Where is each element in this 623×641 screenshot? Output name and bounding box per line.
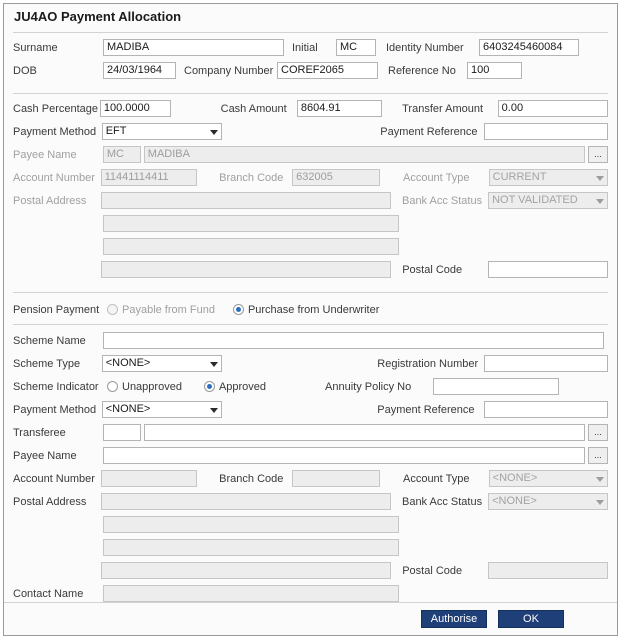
cash-account-type-select[interactable] [489,169,608,186]
scheme-type-select[interactable] [102,355,223,372]
payable-from-fund-radio[interactable] [107,304,215,316]
purchase-from-underwriter-radio[interactable] [233,304,379,316]
scheme-type-label: Scheme Type [13,357,81,370]
pension-postal-address-line-4[interactable] [101,562,391,579]
payable-from-fund-label: Payable from Fund [122,303,215,316]
cash-postal-address-line-1[interactable] [101,192,391,209]
cash-postal-address-line-4[interactable] [101,261,391,278]
pension-postal-address-line-2[interactable] [103,516,399,533]
pension-row-postal-3 [13,539,608,556]
cash-amount-label: Cash Amount [220,102,287,115]
unapproved-label: Unapproved [122,380,182,393]
surname-field[interactable]: MADIBA [103,39,284,56]
scheme-name-field[interactable] [103,332,604,349]
divider-pension-top [13,324,608,325]
pension-row-payee-name [13,447,608,464]
annuity-policy-no-label: Annuity Policy No [325,380,412,393]
authorise-button[interactable]: Authorise [421,610,487,628]
chevron-down-icon [210,408,218,413]
pension-row-transferee [13,424,608,441]
chevron-down-icon [210,362,218,367]
member-row-1 [13,39,608,56]
scheme-name-label: Scheme Name [13,334,86,347]
member-details-section [4,33,617,91]
pension-bank-acc-status-value: <NONE> [492,495,537,507]
pension-section [4,293,617,637]
radio-dot-icon [233,304,244,315]
cash-row-6 [13,215,608,232]
transfer-amount-field[interactable]: 0.00 [498,100,608,117]
cash-row-3 [13,146,608,163]
cash-bank-acc-status-label: Bank Acc Status [401,194,483,207]
pension-account-number-label: Account Number [13,472,95,485]
pension-row-payment-method [13,401,608,418]
radio-dot-icon [204,381,215,392]
transferee-label: Transferee [13,426,66,439]
company-number-label: Company Number [184,64,274,77]
scheme-indicator-label: Scheme Indicator [13,380,99,393]
cash-payee-name-label: Payee Name [13,148,77,161]
page-title: JU4AO Payment Allocation [14,9,182,24]
pension-payment-label: Pension Payment [13,303,100,316]
pension-postal-address-line-1[interactable] [101,493,391,510]
window-title-bar [4,4,617,30]
cash-postal-code-field[interactable] [488,261,608,278]
chevron-down-icon [596,500,604,505]
reference-no-label: Reference No [388,64,456,77]
pension-account-type-value: <NONE> [492,472,538,484]
pension-branch-code-field[interactable] [292,470,380,487]
pension-bank-acc-status-label: Bank Acc Status [401,495,483,508]
cash-percentage-label: Cash Percentage [13,102,98,115]
pension-row-scheme-indicator [13,378,608,395]
identity-number-field[interactable]: 6403245460084 [479,39,579,56]
pension-account-number-field[interactable] [101,470,198,487]
cash-payee-lookup-button[interactable]: ... [588,146,608,163]
pension-branch-code-label: Branch Code [219,472,284,485]
pension-postal-code-label: Postal Code [402,564,463,577]
pension-payment-method-label: Payment Method [13,403,97,416]
pension-payment-reference-label: Payment Reference [377,403,475,416]
approved-label: Approved [218,380,267,393]
pension-payment-reference-field[interactable] [484,401,608,418]
cash-section [4,94,617,290]
transferee-lookup-button[interactable]: ... [588,424,608,441]
member-row-2 [13,62,608,79]
registration-number-field[interactable] [484,355,608,372]
cash-branch-code-label: Branch Code [219,171,284,184]
cash-row-4 [13,169,608,186]
cash-payment-method-select[interactable] [102,123,223,140]
pension-payee-name-field[interactable] [103,447,585,464]
initial-field[interactable]: MC [336,39,376,56]
cash-bank-acc-status-value: NOT VALIDATED [492,194,578,206]
chevron-down-icon [210,130,218,135]
pension-payee-lookup-button[interactable]: ... [588,447,608,464]
pension-payment-row [13,301,608,318]
contact-name-field[interactable] [103,585,399,602]
pension-payee-name-label: Payee Name [13,449,77,462]
dialog-footer [4,602,617,635]
chevron-down-icon [596,477,604,482]
surname-label: Surname [13,41,58,54]
transferee-field[interactable] [144,424,585,441]
cash-postal-address-line-2[interactable] [103,215,399,232]
identity-number-label: Identity Number [386,41,464,54]
pension-postal-code-field[interactable] [488,562,608,579]
pension-bank-acc-status-select[interactable] [488,493,608,510]
annuity-policy-no-field[interactable] [433,378,559,395]
approved-radio[interactable] [204,381,266,393]
pension-row-postal-1 [13,493,608,510]
cash-payee-name-field[interactable]: MADIBA [144,146,585,163]
pension-payment-method-select[interactable] [102,401,223,418]
company-number-field[interactable]: COREF2065 [277,62,378,79]
radio-dot-icon [107,381,118,392]
cash-row-8 [13,261,608,278]
pension-row-postal-2 [13,516,608,533]
cash-branch-code-field[interactable]: 632005 [292,169,380,186]
pension-payment-method-value: <NONE> [105,403,151,415]
cash-row-5 [13,192,608,209]
purchase-from-underwriter-label: Purchase from Underwriter [247,303,380,316]
registration-number-label: Registration Number [377,357,479,370]
contact-name-label: Contact Name [13,587,84,600]
pension-account-type-select[interactable] [489,470,608,487]
pension-row-scheme-name [13,332,608,349]
cash-amount-field[interactable]: 8604.91 [297,100,382,117]
cash-row-1 [13,100,608,117]
chevron-down-icon [596,199,604,204]
cash-payment-reference-field[interactable] [484,123,608,140]
dob-field[interactable]: 24/03/1964 [103,62,176,79]
cash-payment-method-value: EFT [105,125,127,137]
cash-postal-code-label: Postal Code [402,263,463,276]
transferee-code-field[interactable] [103,424,141,441]
pension-row-postal-4 [13,562,608,579]
reference-no-field[interactable]: 100 [467,62,522,79]
cash-percentage-field[interactable]: 100.0000 [100,100,171,117]
payment-allocation-window [3,3,618,636]
cash-postal-address-label: Postal Address [13,194,87,207]
pension-account-type-label: Account Type [402,472,470,485]
cash-account-type-value: CURRENT [492,171,547,183]
transfer-amount-label: Transfer Amount [402,102,484,115]
cash-payee-initial-field[interactable]: MC [103,146,141,163]
pension-row-account-number [13,470,608,487]
cash-account-type-label: Account Type [402,171,470,184]
dob-label: DOB [13,64,37,77]
cash-payment-reference-label: Payment Reference [380,125,478,138]
pension-postal-address-line-3[interactable] [103,539,399,556]
cash-bank-acc-status-select[interactable] [488,192,608,209]
scheme-type-value: <NONE> [105,357,151,369]
pension-row-scheme-type [13,355,608,372]
radio-dot-icon [107,304,118,315]
ok-button[interactable]: OK [498,610,564,628]
pension-postal-address-label: Postal Address [13,495,87,508]
cash-row-2 [13,123,608,140]
cash-row-7 [13,238,608,255]
chevron-down-icon [596,176,604,181]
initial-label: Initial [292,41,318,54]
cash-account-number-field[interactable]: 11441114411 [101,169,198,186]
cash-account-number-label: Account Number [13,171,95,184]
cash-payment-method-label: Payment Method [13,125,97,138]
unapproved-radio[interactable] [107,381,182,393]
pension-row-contact-name [13,585,608,602]
cash-postal-address-line-3[interactable] [103,238,399,255]
